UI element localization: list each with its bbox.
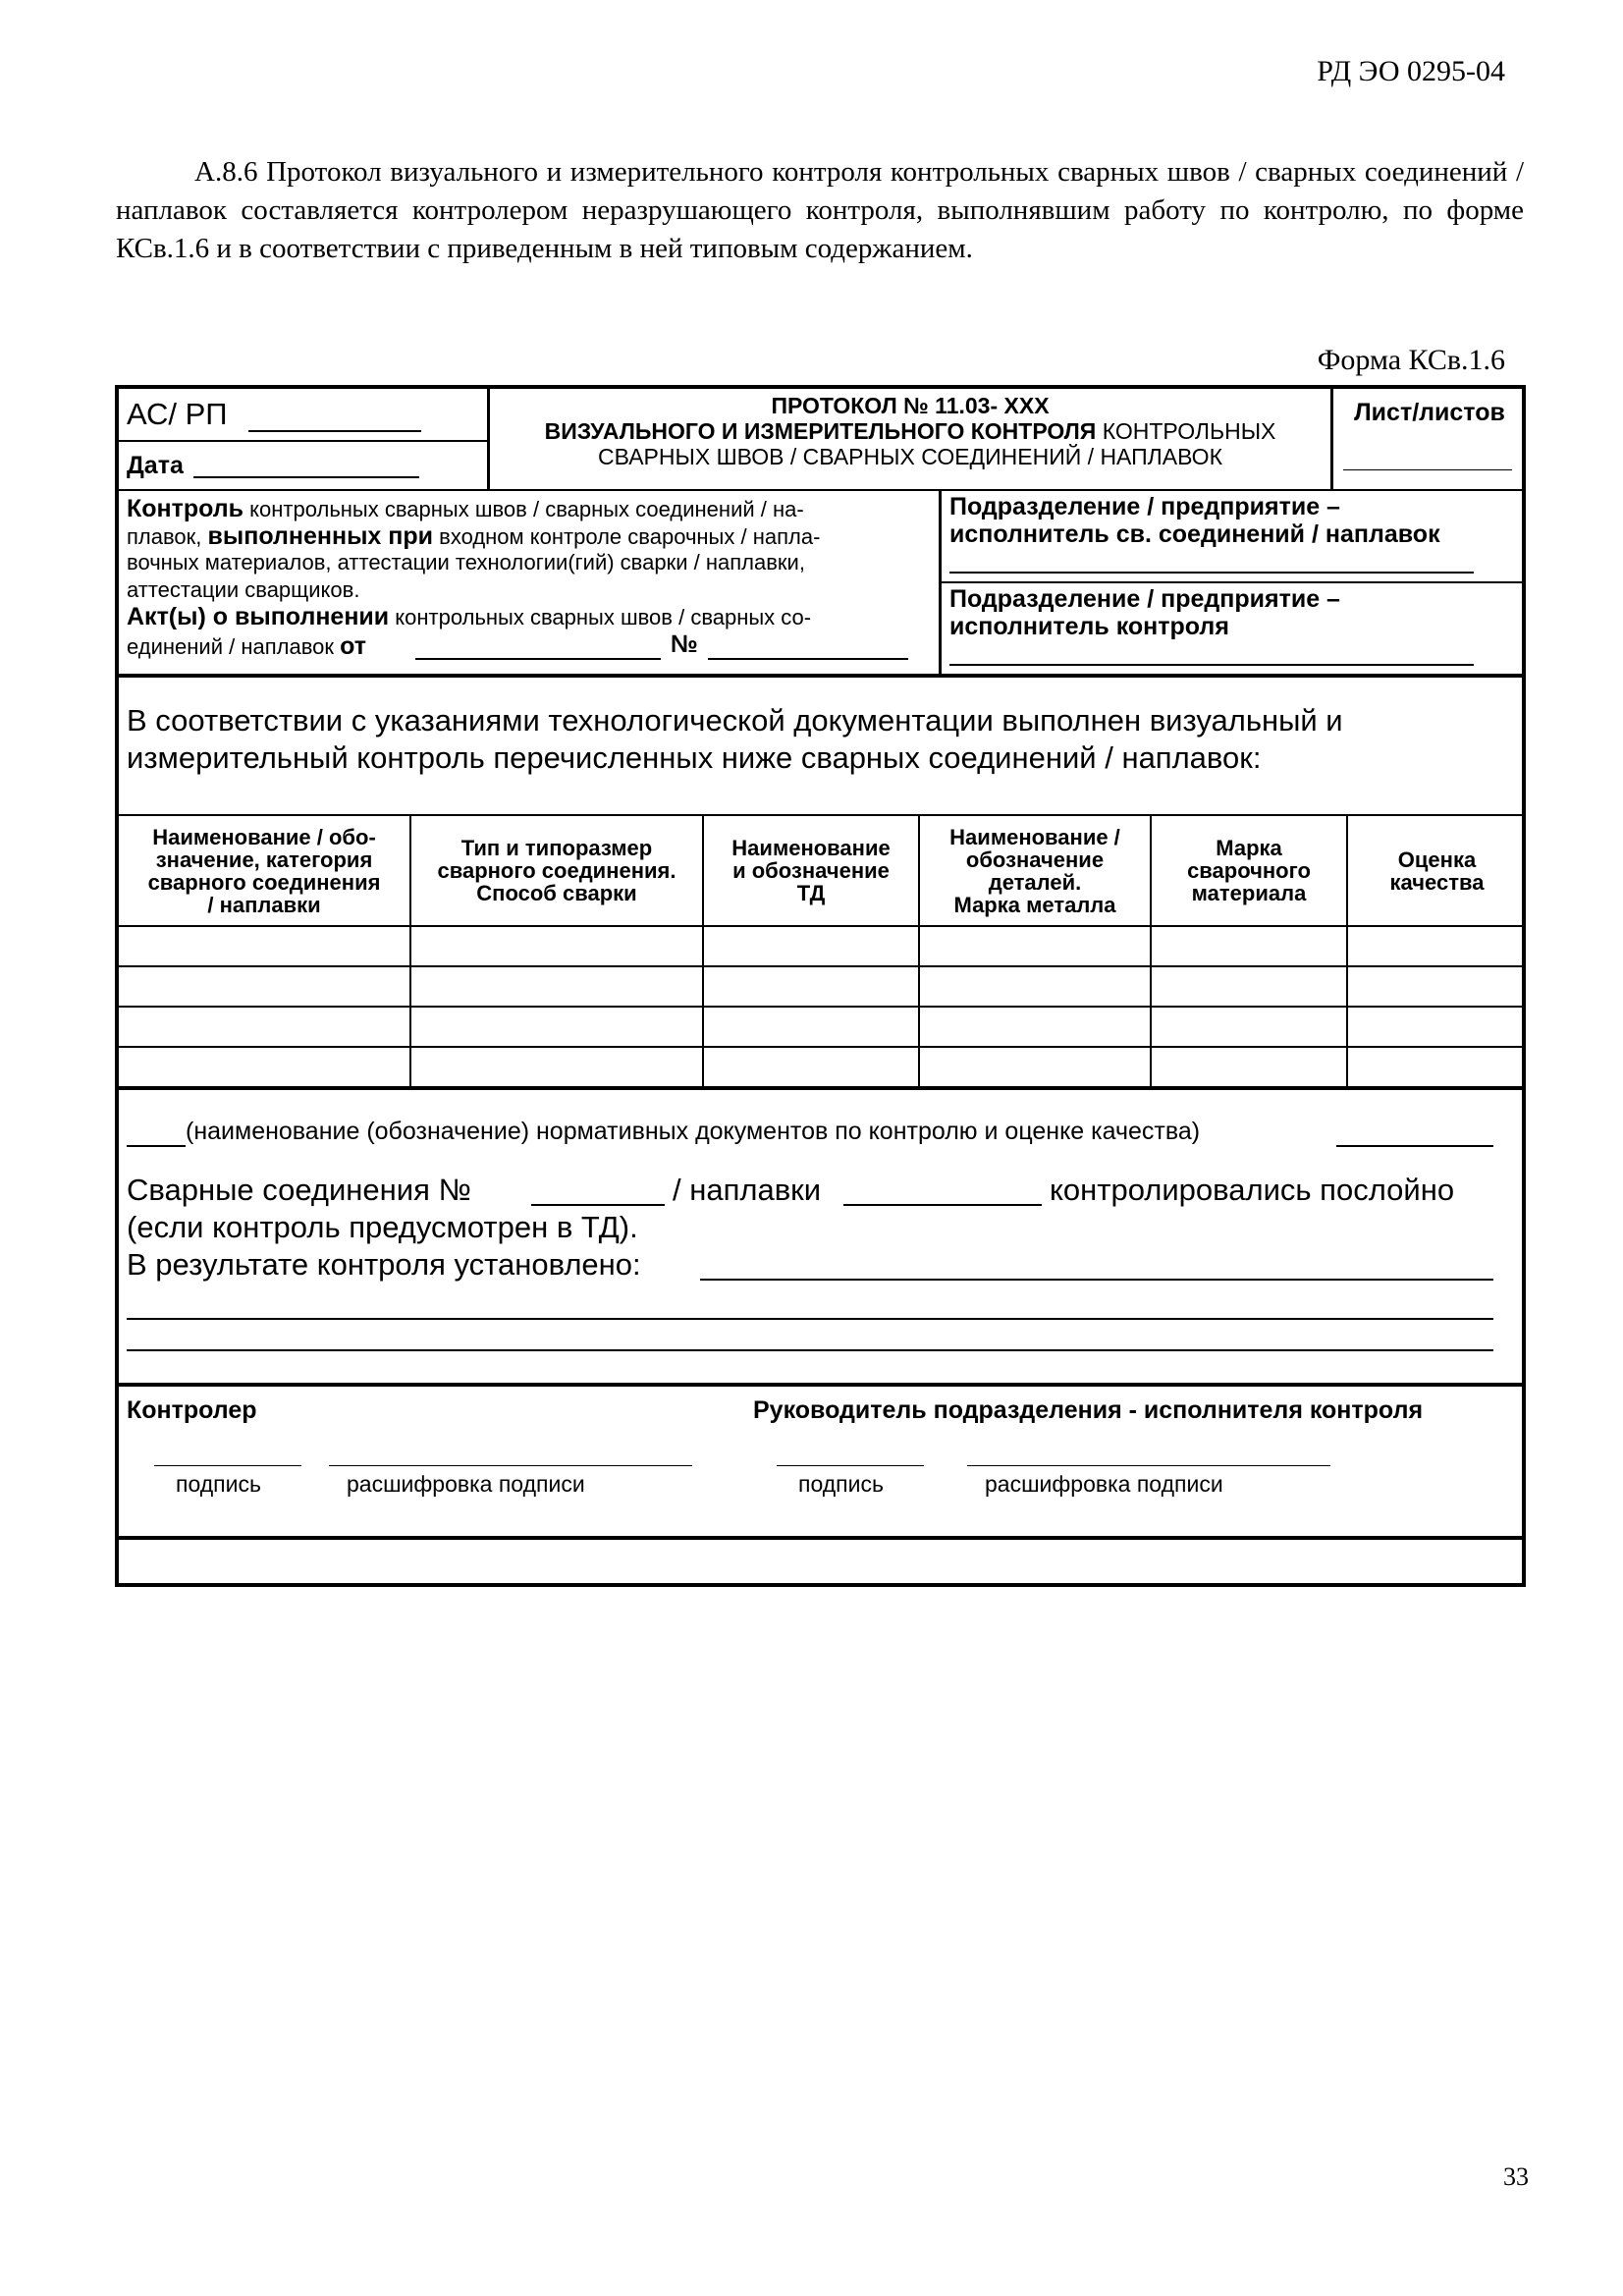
- table-header-border: [119, 925, 1526, 927]
- head-decoding-caption: расшифровка подписи: [985, 1471, 1223, 1497]
- result-field-1[interactable]: [700, 1279, 1493, 1281]
- controller-label: Контролер: [127, 1396, 257, 1424]
- sheets-field[interactable]: [1343, 469, 1512, 470]
- statement-line2: измерительный контроль перечисленных ниже сварных соединений / наплавок:: [127, 740, 1262, 775]
- control-executor-line1: Подразделение / предприятие –: [949, 585, 1340, 613]
- control-line2-text: входном контроле сварочных / напла-: [433, 524, 821, 549]
- executor-line1: Подразделение / предприятие –: [949, 493, 1340, 520]
- divider: [119, 1383, 1526, 1387]
- head-signature-caption: подпись: [798, 1471, 884, 1497]
- executor-line2: исполнитель св. соединений / наплавок: [949, 520, 1440, 548]
- divider: [119, 489, 1526, 491]
- protocol-title-line3: СВАРНЫХ ШВОВ / СВАРНЫХ СОЕДИНЕНИЙ / НАПЛАВОК: [598, 444, 1222, 469]
- normative-suffix-field[interactable]: [1336, 1145, 1493, 1147]
- divider: [119, 1536, 1526, 1540]
- control-executor-line2: исполнитель контроля: [949, 613, 1229, 640]
- result-joints-field[interactable]: [531, 1204, 665, 1206]
- protocol-form: [115, 385, 1526, 1587]
- controller-decoding-field[interactable]: [329, 1465, 692, 1466]
- acts-line: [127, 603, 811, 631]
- page-number: 33: [1503, 2162, 1529, 2191]
- table-row-border: [119, 965, 1526, 967]
- acts-line2: [127, 632, 366, 661]
- control-line2-pre: плавок,: [127, 524, 208, 549]
- acts-line2-pre: единений / наплавок: [127, 634, 341, 659]
- as-rp-field[interactable]: [248, 430, 421, 432]
- control-line1: [127, 495, 804, 523]
- sheets-label: Лист/листов: [1354, 399, 1505, 426]
- table-row-border: [119, 1006, 1526, 1008]
- normative-prefix-field[interactable]: [127, 1145, 186, 1147]
- head-signature-field[interactable]: [777, 1465, 924, 1466]
- acts-number-label: №: [671, 630, 698, 658]
- document-code: РД ЭО 0295-04: [1317, 55, 1505, 87]
- result-layerwise-label: контролировались послойно: [1050, 1173, 1455, 1207]
- controller-signature-caption: подпись: [176, 1471, 261, 1497]
- divider: [119, 674, 1526, 678]
- statement-line1: В соответствии с указаниями технологической документации выполнен визуальный и: [127, 703, 1343, 738]
- divider: [942, 581, 1526, 583]
- control-line1-text: контрольных сварных швов / сварных соединений / на-: [243, 497, 804, 521]
- col-header-joint: Наименование / обо- значение, категория сварного соединения / наплавки: [147, 824, 381, 917]
- date-field[interactable]: [193, 476, 419, 478]
- normative-caption: (наименование (обозначение) нормативных документов по контролю и оценке качества): [186, 1118, 1201, 1145]
- protocol-number: ПРОТОКОЛ № 11.03- XXX: [771, 393, 1050, 418]
- result-established-label: В результате контроля установлено:: [127, 1247, 641, 1282]
- control-line2-bold: выполненных при: [207, 522, 434, 550]
- divider: [939, 491, 942, 676]
- date-label: Дата: [127, 452, 184, 479]
- controller-decoding-caption: расшифровка подписи: [347, 1471, 585, 1497]
- intro-paragraph: А.8.6 Протокол визуального и измерительного контроля контрольных сварных швов / сварных соединений / наплавок составляется контролером неразрушающего контроля, выполнявшим работу по контролю, по форме КСв.1.6 и в соответствии с приведенным в ней типовым содержанием.: [116, 156, 1524, 264]
- result-field-3[interactable]: [127, 1349, 1493, 1351]
- head-decoding-field[interactable]: [967, 1465, 1330, 1466]
- table-row-border: [119, 1046, 1526, 1048]
- title-rest: КОНТРОЛЬНЫХ: [1096, 418, 1276, 444]
- control-executor-field[interactable]: [949, 664, 1474, 666]
- result-overlays-field[interactable]: [843, 1204, 1042, 1206]
- acts-number-field[interactable]: [708, 658, 908, 660]
- controller-signature-field[interactable]: [154, 1465, 301, 1466]
- acts-from-label: от: [340, 632, 367, 660]
- col-header-material: Марка сварочного материала: [1187, 836, 1311, 905]
- control-line4: аттестации сварщиков.: [127, 577, 360, 602]
- result-joints-label: Сварные соединения №: [127, 1173, 471, 1207]
- table-bottom-border: [119, 1086, 1526, 1090]
- result-field-2[interactable]: [127, 1318, 1493, 1320]
- protocol-title: [490, 418, 1330, 445]
- control-line3: вочных материалов, аттестации технологии(гий) сварки / наплавки,: [127, 550, 805, 574]
- acts-date-field[interactable]: [415, 658, 661, 660]
- as-rp-label: АС/ РП: [127, 397, 228, 431]
- col-header-td: Наименование и обозначение ТД: [731, 836, 891, 905]
- col-header-quality: Оценка качества: [1389, 847, 1485, 895]
- acts-text: контрольных сварных швов / сварных со-: [389, 605, 812, 629]
- executor-field[interactable]: [949, 572, 1474, 574]
- control-bold: Контроль: [127, 495, 244, 522]
- col-header-parts: Наименование / обозначение деталей. Марка металла: [949, 824, 1120, 917]
- form-label: Форма КСв.1.6: [1317, 344, 1505, 376]
- title-bold: ВИЗУАЛЬНОГО И ИЗМЕРИТЕЛЬНОГО КОНТРОЛЯ: [544, 418, 1097, 444]
- control-line2: [127, 522, 820, 551]
- head-label: Руководитель подразделения - исполнителя контроля: [753, 1396, 1424, 1424]
- result-if-provided: (если контроль предусмотрен в ТД).: [127, 1210, 638, 1244]
- acts-bold: Акт(ы) о выполнении: [127, 603, 390, 630]
- col-header-type: Тип и типоразмер сварного соединения. Способ сварки: [437, 836, 676, 905]
- divider: [119, 440, 487, 442]
- result-overlays-label: / наплавки: [673, 1173, 822, 1207]
